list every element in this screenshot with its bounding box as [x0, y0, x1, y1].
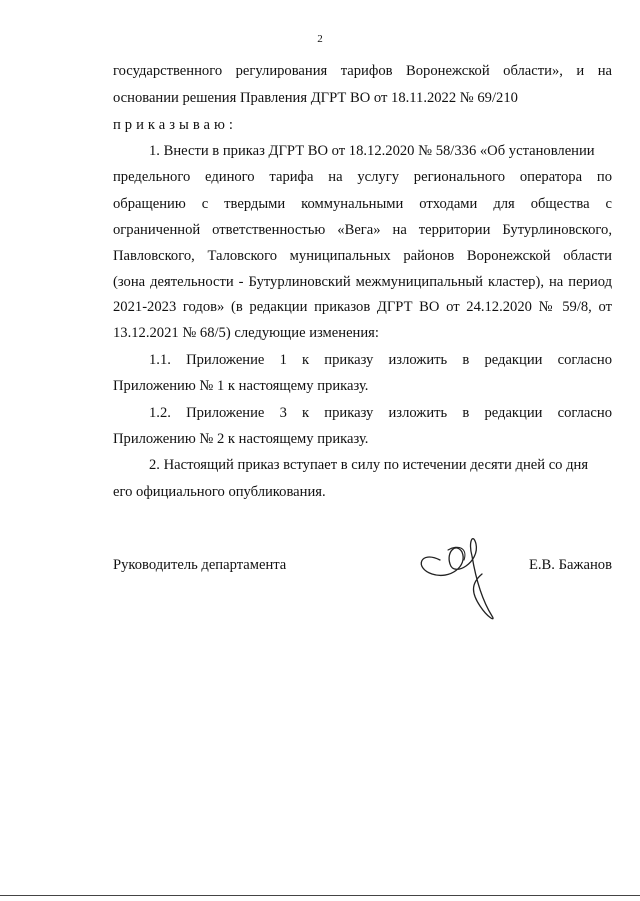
paragraph-2-line-1: 2. Настоящий приказ вступает в силу по истечении десяти дней со дня: [149, 457, 589, 473]
paragraph-1-line-5: Павловского, Таловского муниципальных районов Воронежской области: [113, 248, 612, 264]
bottom-rule: [0, 895, 640, 896]
signatory-position: Руководитель департамента: [113, 557, 287, 573]
paragraph-1-line-3: обращению с твердыми коммунальными отходами для общества с: [113, 196, 612, 212]
item-1-2-line-2: Приложению № 2 к настоящему приказу.: [113, 431, 369, 447]
signature-block: [113, 557, 612, 577]
paragraph-2-line-2: его официального опубликования.: [113, 484, 326, 500]
text-line-1: государственного регулирования тарифов Воронежской области», и на: [113, 63, 612, 79]
paragraph-1-line-6: (зона деятельности - Бутурлиновский межмуниципальный кластер), на период: [113, 274, 612, 290]
order-keyword: приказываю:: [113, 117, 237, 133]
paragraph-1-line-1: 1. Внести в приказ ДГРТ ВО от 18.12.2020 № 58/336 «Об установлении: [149, 143, 595, 159]
paragraph-1-line-7: 2021-2023 годов» (в редакции приказов ДГРТ ВО от 24.12.2020 № 59/8, от: [113, 299, 612, 315]
paragraph-1-line-8: 13.12.2021 № 68/5) следующие изменения:: [113, 325, 379, 341]
item-1-1-line-1: 1.1. Приложение 1 к приказу изложить в редакции согласно: [149, 352, 612, 368]
page-number: 2: [317, 33, 323, 45]
signatory-name: Е.В. Бажанов: [528, 557, 612, 573]
text-line-2: основании решения Правления ДГРТ ВО от 18.11.2022 № 69/210: [113, 90, 518, 106]
handwritten-signature: [410, 522, 510, 622]
paragraph-1-line-4: ограниченной ответственностью «Вега» на территории Бутурлиновского,: [113, 222, 612, 238]
paragraph-1-line-2: предельного единого тарифа на услугу регионального оператора по: [113, 169, 612, 185]
item-1-1-line-2: Приложению № 1 к настоящему приказу.: [113, 378, 369, 394]
item-1-2-line-1: 1.2. Приложение 3 к приказу изложить в редакции согласно: [149, 405, 612, 421]
